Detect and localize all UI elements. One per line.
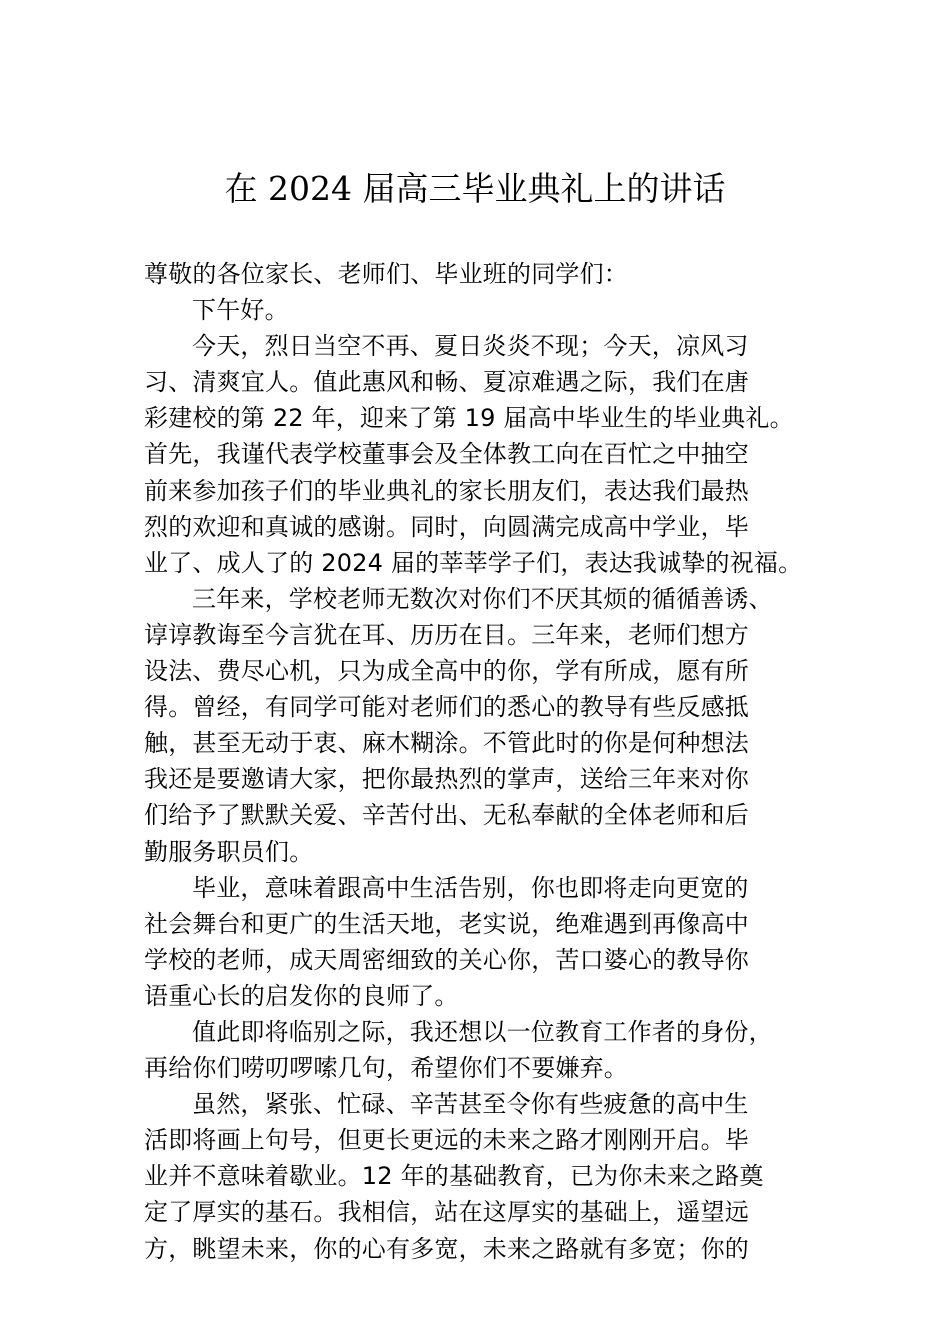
text-line: 业并不意味着歇业。12 年的基础教育，已为你未来之路奠 [144,1162,764,1191]
text-line: 们给予了默默关爱、辛苦付出、无私奉献的全体老师和后 [144,801,749,830]
text-line: 活即将画上句号，但更长更远的未来之路才刚刚开启。毕 [144,1126,749,1155]
text-line: 彩建校的第 22 年，迎来了第 19 届高中毕业生的毕业典礼。 [144,404,794,433]
text-line: 尊敬的各位家长、老师们、毕业班的同学们： [144,260,628,288]
text-line: 前来参加孩子们的毕业典礼的家长朋友们，表达我们最热 [144,476,749,505]
document-title: 在 2024 届高三毕业典礼上的讲话 [224,169,726,208]
text-line: 方，眺望未来，你的心有多宽，未来之路就有多宽；你的 [144,1234,749,1263]
text-line: 业了、成人了的 2024 届的莘莘学子们，表达我诚挚的祝福。 [144,548,803,577]
text-line: 学校的老师，成天周密细致的关心你，苦口婆心的教导你 [144,945,749,974]
text-line: 虽然，紧张、忙碌、辛苦甚至令你有些疲惫的高中生 [192,1090,749,1119]
text-line: 毕业，意味着跟高中生活告别，你也即将走向更宽的 [192,873,749,902]
text-line: 得。曾经，有同学可能对老师们的悉心的教导有些反感抵 [144,693,749,722]
text-line: 首先，我谨代表学校董事会及全体教工向在百忙之中抽空 [144,440,749,469]
text-line: 值此即将临别之际，我还想以一位教育工作者的身份， [192,1017,773,1046]
text-line: 下午好。 [192,296,289,325]
text-line: 语重心长的启发你的良师了。 [144,981,459,1010]
text-line: 社会舞台和更广的生活天地，老实说，绝难遇到再像高中 [144,909,749,938]
text-line: 今天，烈日当空不再、夏日炎炎不现；今天，凉风习 [192,332,749,361]
text-line: 定了厚实的基石。我相信，站在这厚实的基础上，遥望远 [144,1198,749,1227]
text-line: 我还是要邀请大家，把你最热烈的掌声，送给三年来对你 [144,765,749,794]
document-body [144,256,844,1267]
text-line: 谆谆教诲至今言犹在耳、历历在目。三年来，老师们想方 [144,620,749,649]
text-line: 习、清爽宜人。值此惠风和畅、夏凉难遇之际，我们在唐 [144,368,749,397]
text-line: 再给你们唠叨啰嗦几句，希望你们不要嫌弃。 [144,1054,628,1083]
text-line: 三年来，学校老师无数次对你们不厌其烦的循循善诱、 [192,584,773,613]
text-line: 设法、费尽心机，只为成全高中的你，学有所成，愿有所 [144,657,749,686]
text-line: 触，甚至无动于衷、麻木糊涂。不管此时的你是何种想法 [144,729,749,758]
text-line: 烈的欢迎和真诚的感谢。同时，向圆满完成高中学业，毕 [144,512,749,541]
text-line: 勤服务职员们。 [144,837,314,866]
